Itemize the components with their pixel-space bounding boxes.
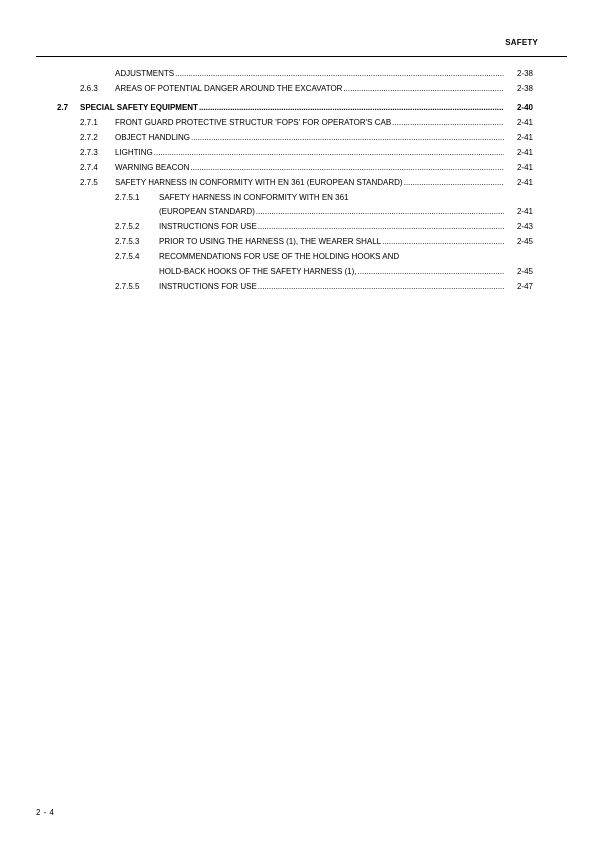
toc-page-number: 2-40 [516, 103, 533, 112]
toc-section-number: 2.7.4 [80, 163, 98, 172]
dot-leader [154, 149, 504, 157]
toc-entry [0, 119, 595, 130]
toc-page-number: 2-41 [516, 118, 533, 127]
dot-leader [175, 70, 504, 78]
toc-entry [0, 194, 595, 205]
dot-leader [258, 223, 504, 231]
toc-page-number: 2-38 [516, 84, 533, 93]
toc-entry-text: AREAS OF POTENTIAL DANGER AROUND THE EXCAVATOR [115, 85, 343, 93]
dot-leader [343, 85, 504, 93]
toc-entry-title [115, 70, 504, 78]
toc-entry [0, 164, 595, 175]
toc-entry-title [115, 85, 504, 93]
toc-section-number: 2.7.5.1 [115, 193, 140, 202]
toc-section-number: 2.7.1 [80, 118, 98, 127]
toc-entry [0, 223, 595, 234]
running-header-title: SAFETY [505, 38, 538, 47]
dot-leader [191, 134, 504, 142]
toc-entry [0, 104, 595, 115]
toc-entry-title [115, 119, 504, 127]
toc-section-number: 2.7 [57, 103, 69, 112]
dot-leader [358, 268, 504, 276]
dot-leader [382, 238, 504, 246]
dot-leader [258, 283, 504, 291]
toc-entry [0, 208, 595, 219]
toc-page-number: 2-45 [516, 267, 533, 276]
toc-entry [0, 70, 595, 81]
toc-entry-text: SAFETY HARNESS IN CONFORMITY WITH EN 361 (EUROPEAN STANDARD) [115, 179, 403, 187]
toc-entry-text: WARNING BEACON [115, 164, 190, 172]
toc-page-number: 2-41 [516, 207, 533, 216]
dot-leader [190, 164, 504, 172]
toc-entry-title [115, 149, 504, 157]
toc-entry-text: OBJECT HANDLING [115, 134, 190, 142]
toc-section-number: 2.7.5.3 [115, 237, 140, 246]
toc-entry-text: HOLD-BACK HOOKS OF THE SAFETY HARNESS (1), [159, 268, 357, 276]
toc-section-number: 2.7.5.2 [115, 222, 140, 231]
toc-page-number: 2-43 [516, 222, 533, 231]
toc-entry [0, 253, 595, 264]
toc-entry-text: LIGHTING [115, 149, 153, 157]
toc-entry [0, 283, 595, 294]
toc-entry-title [115, 179, 504, 187]
toc-section-number: 2.7.5.4 [115, 252, 140, 261]
toc-entry-text: RECOMMENDATIONS FOR USE OF THE HOLDING HOOKS AND [159, 252, 400, 261]
toc-entry-text: INSTRUCTIONS FOR USE [159, 223, 257, 231]
toc-page-number: 2-41 [516, 178, 533, 187]
toc-entry [0, 179, 595, 190]
toc-entry-text: SPECIAL SAFETY EQUIPMENT [80, 104, 198, 112]
toc-page-number: 2-41 [516, 148, 533, 157]
toc-section-number: 2.7.5.5 [115, 282, 140, 291]
toc-entry [0, 268, 595, 279]
toc-page-number: 2-41 [516, 163, 533, 172]
toc-entry-title [80, 104, 504, 112]
dot-leader [392, 119, 504, 127]
footer-page-number: 2 - 4 [36, 808, 55, 817]
toc-entry-text: INSTRUCTIONS FOR USE [159, 283, 257, 291]
dot-leader [199, 104, 504, 112]
toc-entry-text: FRONT GUARD PROTECTIVE STRUCTUR 'FOPS' FOR OPERATOR'S CAB [115, 119, 392, 127]
toc-entry [0, 149, 595, 160]
toc-entry-title [115, 164, 504, 172]
dot-leader [256, 208, 504, 216]
toc-entry-text: PRIOR TO USING THE HARNESS (1), THE WEARER SHALL [159, 238, 382, 246]
toc-page-number: 2-45 [516, 237, 533, 246]
toc-entry-title [159, 223, 504, 231]
toc-entry-title [159, 283, 504, 291]
toc-section-number: 2.7.2 [80, 133, 98, 142]
toc-entry-text: (EUROPEAN STANDARD) [159, 208, 255, 216]
header-divider [36, 56, 567, 57]
toc-entry-title [159, 208, 504, 216]
toc-entry [0, 85, 595, 96]
toc-section-number: 2.6.3 [80, 84, 98, 93]
toc-entry-text: SAFETY HARNESS IN CONFORMITY WITH EN 361 [159, 193, 349, 202]
toc-entry-text: ADJUSTMENTS [115, 70, 175, 78]
toc-entry-title [159, 238, 504, 246]
toc-section-number: 2.7.3 [80, 148, 98, 157]
toc-entry-title [115, 134, 504, 142]
dot-leader [404, 179, 504, 187]
toc-entry-title [159, 268, 504, 276]
toc-section-number: 2.7.5 [80, 178, 98, 187]
toc-page-number: 2-47 [516, 282, 533, 291]
toc-page-number: 2-38 [516, 69, 533, 78]
toc-entry [0, 134, 595, 145]
toc-page-number: 2-41 [516, 133, 533, 142]
toc-entry [0, 238, 595, 249]
